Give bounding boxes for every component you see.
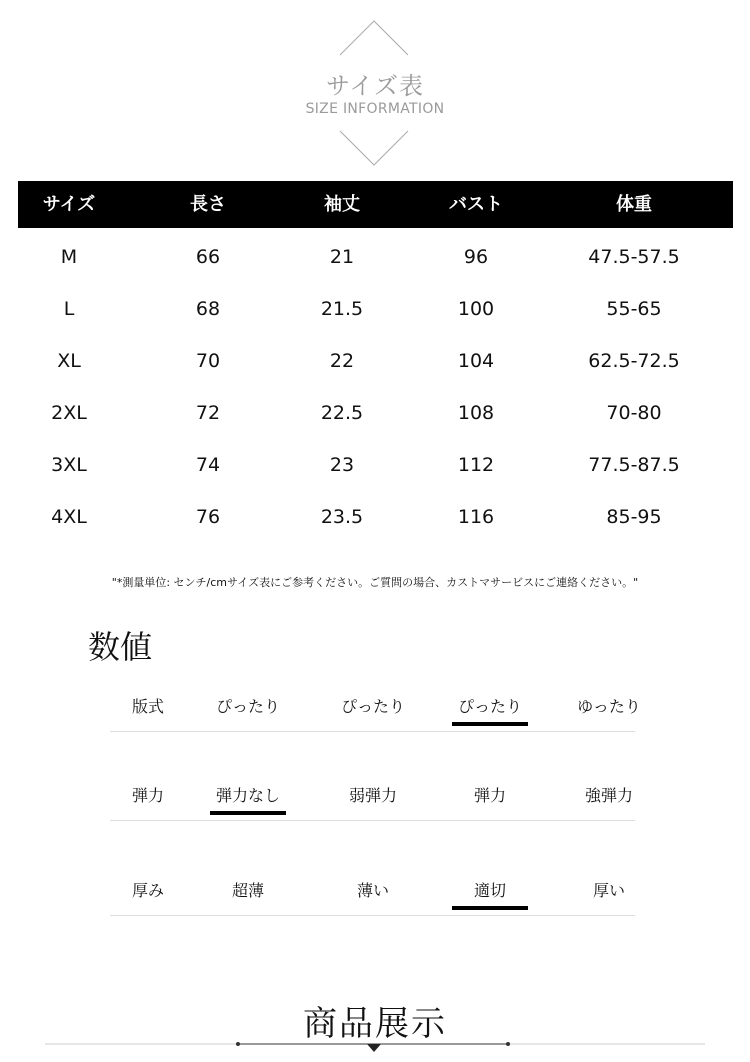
table-cell: 21.5 <box>320 298 364 320</box>
table-row <box>18 336 733 388</box>
rating-option-selected: 適切 <box>452 876 528 912</box>
rating-row-thickness <box>110 876 635 916</box>
rating-option: ぴったり <box>215 697 280 716</box>
column-header-weight: 体重 <box>616 194 652 215</box>
rating-row-elasticity <box>110 781 635 821</box>
rating-option: 弾力 <box>473 786 506 805</box>
column-header-bust: バスト <box>449 194 503 215</box>
size-chart-subtitle: SIZE INFORMATION <box>305 101 445 117</box>
table-row <box>18 232 733 284</box>
rating-option: 超薄 <box>231 881 264 900</box>
table-cell: 62.5-72.5 <box>588 350 680 372</box>
table-cell: 68 <box>195 298 221 320</box>
table-cell: XL <box>57 350 81 372</box>
table-cell: 2XL <box>51 402 87 424</box>
table-cell: 70-80 <box>606 402 662 424</box>
values-section-title: 数値 <box>88 628 153 666</box>
table-cell: 22.5 <box>320 402 364 424</box>
table-cell: 21 <box>329 246 355 268</box>
table-cell: 85-95 <box>606 506 662 528</box>
divider <box>110 820 635 821</box>
table-cell: M <box>60 246 78 268</box>
table-cell: 112 <box>457 454 495 476</box>
table-cell: 66 <box>195 246 221 268</box>
column-header-size: サイズ <box>42 194 96 215</box>
size-chart-title: サイズ表 <box>325 72 425 100</box>
table-cell: 47.5-57.5 <box>588 246 680 268</box>
table-cell: 104 <box>457 350 495 372</box>
table-row <box>18 284 733 336</box>
product-showcase-title: 商品展示 <box>303 1004 447 1044</box>
column-header-sleeve: 袖丈 <box>324 194 360 215</box>
table-cell: 55-65 <box>606 298 662 320</box>
table-cell: 4XL <box>51 506 87 528</box>
divider <box>110 915 635 916</box>
table-row <box>18 440 733 492</box>
table-cell: 70 <box>195 350 221 372</box>
rating-option-selected: ぴったり <box>452 692 528 728</box>
table-cell: L <box>63 298 75 320</box>
rating-row-fit <box>110 692 641 732</box>
table-cell: 108 <box>457 402 495 424</box>
table-row <box>18 492 733 544</box>
table-cell: 77.5-87.5 <box>588 454 680 476</box>
showcase-divider-ornament <box>0 1036 750 1062</box>
rating-option: ゆったり <box>577 697 641 716</box>
measurement-note: "*測量単位: センチ/cmサイズ表にご参考ください。ご質問の場合、カストマサービスにご連絡ください。" <box>111 576 639 589</box>
table-cell: 23.5 <box>320 506 364 528</box>
table-cell: 72 <box>195 402 221 424</box>
rating-option: 弱弾力 <box>348 786 397 805</box>
rating-option-selected: 弾力なし <box>210 781 286 817</box>
rating-option: 強弾力 <box>584 786 633 805</box>
rating-option: 厚い <box>592 881 625 900</box>
column-header-length: 長さ <box>190 194 226 215</box>
size-table-body <box>18 232 733 544</box>
rating-label: 厚み <box>131 881 164 900</box>
rating-option: 薄い <box>356 881 389 900</box>
table-cell: 3XL <box>51 454 87 476</box>
table-cell: 22 <box>329 350 355 372</box>
table-cell: 23 <box>329 454 355 476</box>
table-row <box>18 388 733 440</box>
table-cell: 74 <box>195 454 221 476</box>
table-cell: 100 <box>457 298 495 320</box>
table-cell: 76 <box>195 506 221 528</box>
divider <box>110 731 635 732</box>
size-table-header <box>18 181 733 228</box>
rating-option: ぴったり <box>340 697 405 716</box>
table-cell: 96 <box>463 246 489 268</box>
table-cell: 116 <box>457 506 495 528</box>
rating-label: 弾力 <box>131 786 164 805</box>
rating-label: 版式 <box>131 697 164 716</box>
